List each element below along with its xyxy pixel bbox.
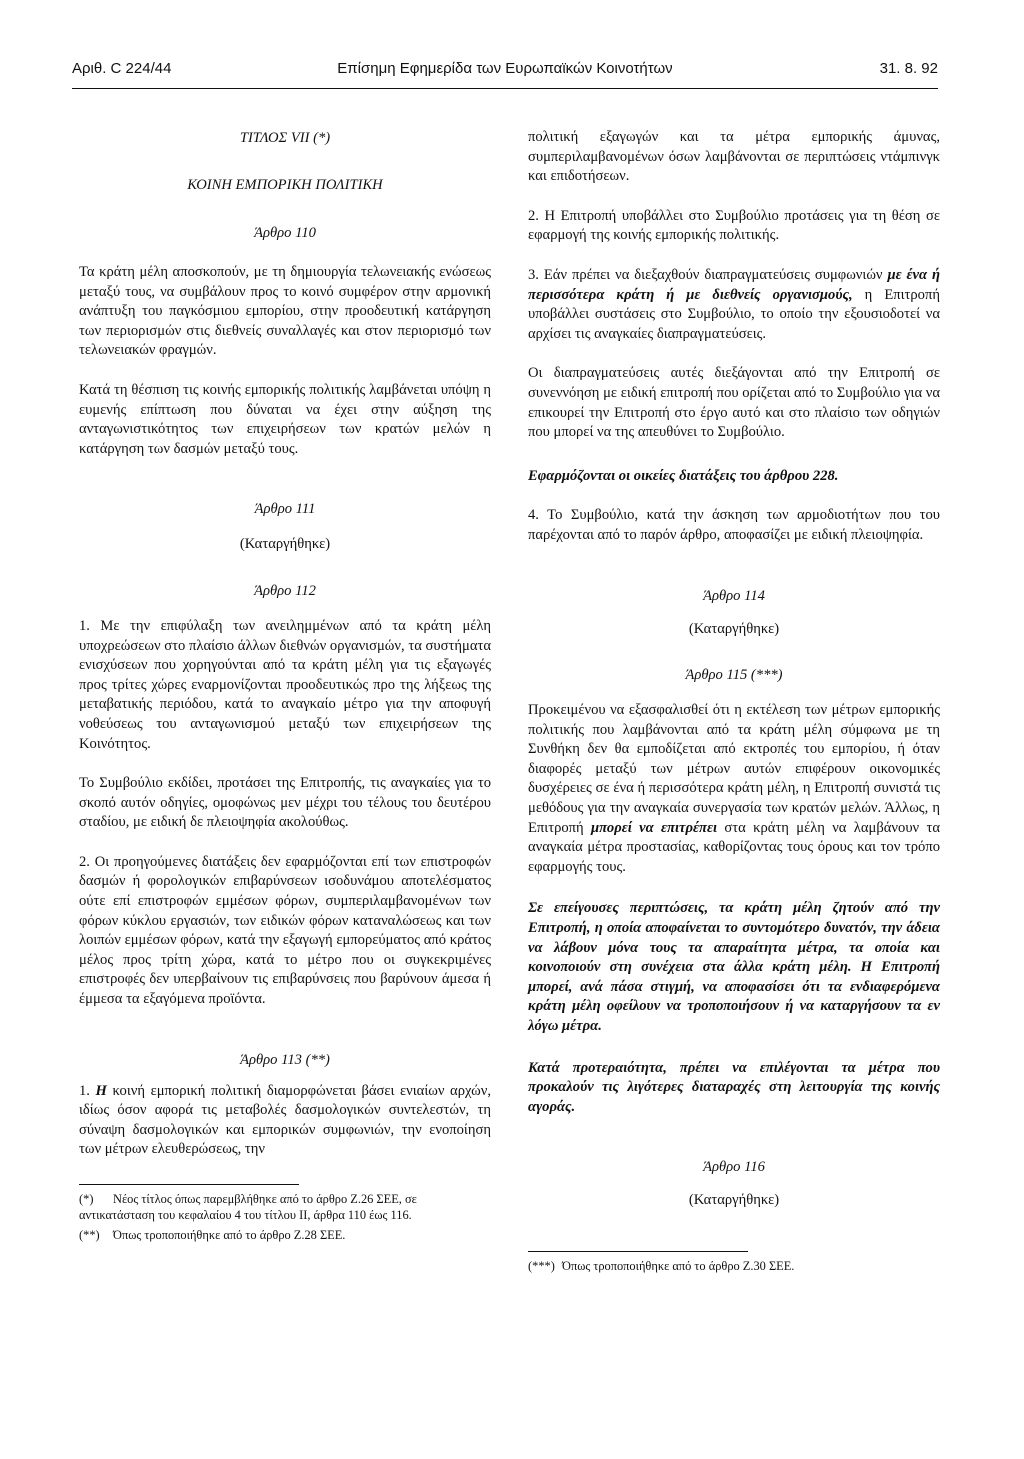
article-113-heading: Άρθρο 113 (**) <box>240 1051 330 1068</box>
footnotes-right <box>528 1251 940 1274</box>
article-113-paragraph-3 <box>528 266 940 344</box>
paragraph-text: Προκειμένου να εξασφαλισθεί ότι η εκτέλεση των μέτρων εμπορικής πολιτικής που λαμβάνονται από τα κράτη μέλη σύμφωνα με τη Συνθήκη δεν θα εμποδίζεται από εκτροπές του εμπορίου, ή όταν διαφορές μεταξύ των μέτρων αυτών επιφέρουν οικονομικές δυσχέρειες σε ένα ή περισσότερα κράτη μέλη, η Επιτροπή συνιστά τις μεθόδους για την αναγκαία συνεργασία των κρατών μελών. Άλλως, η Επιτροπή <box>528 702 940 836</box>
footnote-divider <box>528 1251 748 1252</box>
publication-date: 31. 8. 92 <box>879 60 938 77</box>
page-header <box>72 60 938 84</box>
article-114-repealed: (Καταργήθηκε) <box>688 620 780 637</box>
article-111-repealed: (Καταργήθηκε) <box>239 536 331 553</box>
article-112-heading: Άρθρο 112 <box>254 582 316 599</box>
journal-title: Επίσημη Εφημερίδα των Ευρωπαϊκών Κοινοτήτων <box>337 60 673 77</box>
article-113-paragraph-1 <box>79 1082 491 1160</box>
amended-word: Η <box>95 1082 107 1099</box>
footnote-mark: (***) <box>528 1258 555 1273</box>
article-113-paragraph-3-negotiations: Οι διαπραγματεύσεις αυτές διεξάγονται από την Επιτροπή σε συνεννόηση με ειδική επιτροπή που ορίζεται από το Συμβούλιο για να επικουρεί την Επιτροπή στο έργο αυτό και στο πλαίσιο των οδηγιών που μπορεί να της απευθύνει το Συμβούλιο. <box>528 365 940 441</box>
footnote-text: Όπως τροποποιήθηκε από το άρθρο Z.28 ΣΕΕ. <box>113 1228 346 1242</box>
paragraph-number: 1. <box>79 1082 90 1099</box>
article-115-heading: Άρθρο 115 (***) <box>685 667 783 684</box>
article-110-paragraph-2: Κατά τη θέσπιση τις κοινής εμπορικής πολιτικής λαμβάνεται υπόψη η ευμενής επίπτωση που δύναται να έχει στην αύξηση της ανταγωνιστικότητος των επιχειρήσεων των κρατών μελών η κατάργηση των δασμών μεταξύ τους. <box>79 381 491 457</box>
article-116-repealed: (Καταργήθηκε) <box>688 1192 780 1209</box>
article-116-heading: Άρθρο 116 <box>703 1159 765 1176</box>
article-112-paragraph-1: 1. Με την επιφύλαξη των ανειλημμένων από τα κράτη μέλη υποχρεώσεων στο πλαίσιο άλλων διεθνών οργανισμών, τα συστήματα ενισχύσεων που χορηγούνται από τα κράτη μέλη για τις εξαγωγές προς τρίτες χώρες εναρμονίζονται προοδευτικώς προ της λήξεως της μεταβατικής περιόδου, κατά το αναγκαίο μέτρο για την αποφυγή νοθεύσεως του ανταγωνισμού μεταξύ των επιχειρήσεων της Κοινότητος. <box>79 617 491 752</box>
article-114-heading: Άρθρο 114 <box>703 587 765 604</box>
article-112-paragraph-3: 2. Οι προηγούμενες διατάξεις δεν εφαρμόζονται επί των επιστροφών δασμών ή φορολογικών επιβαρύνσεων ισοδυνάμου αποτελέσματος ούτε επί επιστροφών εμμέσων φόρων, συμπεριλαμβανομένων των φόρων κύκλου εργασιών, των ειδικών φόρων καταναλώσεως και των λοιπών εμμέσων φόρων, κατά την εξαγωγή εμπορεύματος από κράτος μέλος προς τρίτη χώρα, κατά το μέτρο που οι συγκεκριμένες επιστροφές δεν υπερβαίνουν τις επιβαρύνσεις που βαρύνουν άμεσα ή έμμεσα τα εξαγόμενα προϊόντα. <box>79 853 491 1008</box>
article-110-paragraph-1: Τα κράτη μέλη αποσκοπούν, με τη δημιουργία τελωνειακής ενώσεως μεταξύ τους, να συμβάλουν προς το κοινό συμφέρον στην αρμονική ανάπτυξη του παγκόσμιου εμπορίου, στην προοδευτική κατάργηση των περιορισμών στις διεθνείς συναλλαγές και στον περιορισμό των τελωνειακών φραγμών. <box>79 264 491 359</box>
paragraph-text: στα κράτη μέλη να λαμβάνουν τα αναγκαία μέτρα προστασίας, καθορίζοντας τους όρους και τον τρόπο εφαρμογής τους. <box>528 819 941 875</box>
title-heading: ΤΙΤΛΟΣ VII (*) <box>239 130 331 146</box>
article-112-paragraph-2: Το Συμβούλιο εκδίδει, προτάσει της Επιτροπής, τις αναγκαίες για το σκοπό αυτόν οδηγίες, ομοφώνως μεν μέχρι του τέλους του δευτέρου σταδίου, με ειδική δε πλειοψηφία ακολούθως. <box>79 775 491 831</box>
right-column <box>528 128 940 1274</box>
paragraph-text: η Επιτροπή υποβάλλει συστάσεις στο Συμβούλιο, το οποίο την εξουσιοδοτεί να αρχίσει τις αναγκαίες διαπραγματεύσεις. <box>528 286 940 342</box>
article-113-continuation: πολιτική εξαγωγών και τα μέτρα εμπορικής άμυνας, συμπεριλαμβανομένων όσων λαμβάνονται σε περιπτώσεις ντάμπινγκ και επιδοτήσεων. <box>528 129 940 185</box>
amended-text: με ένα ή περισσότερα κράτη ή με διεθνείς οργανισμούς, <box>528 266 940 303</box>
header-divider <box>72 88 938 89</box>
footnote-mark: (*) <box>79 1192 94 1206</box>
footnote-2 <box>79 1227 491 1243</box>
article-113-paragraph-4: 4. Το Συμβούλιο, κατά την άσκηση των αρμοδιοτήτων που του παρέχονται από το παρόν άρθρο, αποφασίζει με ειδική πλειοψηφία. <box>528 507 940 543</box>
footnote-text: Όπως τροποποιήθηκε από το άρθρο Z.30 ΣΕΕ. <box>562 1258 795 1273</box>
left-column <box>79 128 491 1243</box>
article-113-amended-sentence: Εφαρμόζονται οι οικείες διατάξεις του άρθρου 228. <box>528 467 839 484</box>
article-110-heading: Άρθρο 110 <box>254 225 316 241</box>
footnote-text: Νέος τίτλος όπως παρεμβλήθηκε από το άρθρο Z.26 ΣΕΕ, σε αντικατάσταση του κεφαλαίου 4 του τίτλου II, άρθρα 110 έως 116. <box>79 1192 417 1222</box>
paragraph-text: κοινή εμπορική πολιτική διαμορφώνεται βάσει ενιαίων αρχών, ιδίως όσον αφορά τις μεταβολές δασμολογικών συντελεστών, τη σύναψη δασμολογικών και εμπορικών συμφωνιών, την ενοποίηση των μέτρων ελευθερώσεως, την <box>79 1082 491 1158</box>
article-115-paragraph-1 <box>528 701 940 877</box>
footnote-divider <box>79 1184 299 1185</box>
article-111-heading: Άρθρο 111 <box>254 501 316 518</box>
article-113-paragraph-2: 2. Η Επιτροπή υποβάλλει στο Συμβούλιο προτάσεις για τη θέση σε εφαρμογή της κοινής εμπορικής πολιτικής. <box>528 207 940 244</box>
footnotes-left <box>79 1184 491 1243</box>
article-115-paragraph-2: Σε επείγουσες περιπτώσεις, τα κράτη μέλη ζητούν από την Επιτροπή, η οποία αποφαίνεται το συντομότερο δυνατόν, την άδεια να λάβουν μόνα τους τα απαραίτητα μέτρα, τα οποία και κοινοποιούν στη συνέχεια στα άλλα κράτη μέλη. Η Επιτροπή μπορεί, ανά πάσα στιγμή, να αποφασίσει ότι τα ενδιαφερόμενα κράτη μέλη οφείλουν να τροποποιήσουν ή να καταργήσουν τα εν λόγω μέτρα. <box>528 900 940 1034</box>
footnote-mark: (**) <box>79 1228 100 1242</box>
amended-text: μπορεί να επιτρέπει <box>591 819 718 836</box>
footnote-3 <box>528 1258 940 1274</box>
paragraph-text: 3. Εάν πρέπει να διεξαχθούν διαπραγματεύσεις συμφωνιών <box>528 266 883 283</box>
article-115-paragraph-3: Κατά προτεραιότητα, πρέπει να επιλέγονται τα μέτρα που προκαλούν τις λιγότερες διαταραχές στη λειτουργία της κοινής αγοράς. <box>528 1059 940 1115</box>
journal-issue-number: Αριθ. C 224/44 <box>72 60 172 77</box>
title-name: ΚΟΙΝΗ ΕΜΠΟΡΙΚΗ ΠΟΛΙΤΙΚΗ <box>187 177 383 193</box>
footnote-1 <box>79 1191 491 1223</box>
